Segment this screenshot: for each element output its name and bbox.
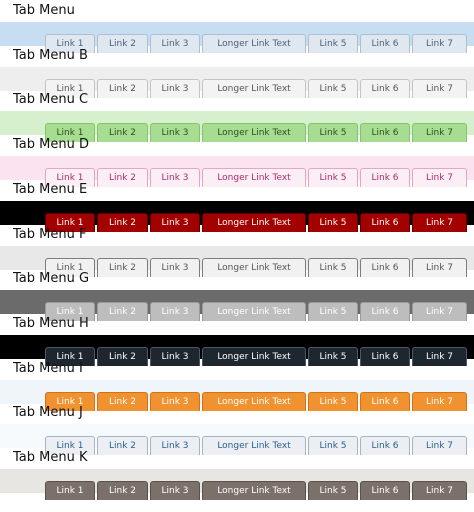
menu-title: Tab Menu D [13,137,89,153]
tab-link-7[interactable]: Link 7 [412,34,467,53]
tab-link-7[interactable]: Link 7 [412,168,467,187]
tab-link-6[interactable]: Link 6 [360,168,410,187]
tab-link-1[interactable]: Link 1 [45,481,95,500]
tab-link-4[interactable]: Longer Link Text [202,481,306,500]
tab-link-7[interactable]: Link 7 [412,258,467,277]
tab-link-3[interactable]: Link 3 [150,392,200,411]
tab-link-5[interactable]: Link 5 [308,258,358,277]
tab-link-6[interactable]: Link 6 [360,347,410,366]
tab-menu-1 [0,0,474,49]
tab-link-3[interactable]: Link 3 [150,258,200,277]
tab-link-5[interactable]: Link 5 [308,392,358,411]
tab-menu-8 [0,313,474,362]
tab-link-1[interactable]: Link 1 [45,34,95,53]
tab-menu-7 [0,268,474,318]
tab-link-3[interactable]: Link 3 [150,302,200,321]
tab-link-4[interactable]: Longer Link Text [202,258,306,277]
tab-link-2[interactable]: Link 2 [97,213,148,232]
tab-link-1[interactable]: Link 1 [45,213,95,232]
menu-title: Tab Menu E [13,181,88,197]
tab-link-7[interactable]: Link 7 [412,481,467,500]
tab-link-6[interactable]: Link 6 [360,392,410,411]
tab-link-6[interactable]: Link 6 [360,213,410,232]
tab-link-7[interactable]: Link 7 [412,79,467,98]
tab-link-4[interactable]: Longer Link Text [202,34,306,53]
tab-link-4[interactable]: Longer Link Text [202,213,306,232]
menu-title: Tab Menu G [13,271,90,287]
tab-link-2[interactable]: Link 2 [97,123,148,142]
tab-link-7[interactable]: Link 7 [412,347,467,366]
menu-title: Tab Menu J [13,405,83,421]
tab-link-4[interactable]: Longer Link Text [202,436,306,455]
tab-link-4[interactable]: Longer Link Text [202,347,306,366]
tab-link-2[interactable]: Link 2 [97,481,148,500]
tab-link-5[interactable]: Link 5 [308,168,358,187]
tab-link-6[interactable]: Link 6 [360,79,410,98]
tab-link-4[interactable]: Longer Link Text [202,302,306,321]
tab-link-5[interactable]: Link 5 [308,436,358,455]
tab-link-3[interactable]: Link 3 [150,168,200,187]
tab-link-6[interactable]: Link 6 [360,34,410,53]
tab-link-5[interactable]: Link 5 [308,79,358,98]
menu-title: Tab Menu B [13,47,88,63]
tab-link-1[interactable]: Link 1 [45,123,95,142]
tab-link-4[interactable]: Longer Link Text [202,168,306,187]
tab-link-2[interactable]: Link 2 [97,168,148,187]
tab-link-6[interactable]: Link 6 [360,123,410,142]
menu-title: Tab Menu K [13,450,88,465]
tab-link-2[interactable]: Link 2 [97,347,148,366]
tab-link-3[interactable]: Link 3 [150,481,200,500]
tab-link-1[interactable]: Link 1 [45,347,95,366]
tab-link-5[interactable]: Link 5 [308,123,358,142]
tab-link-2[interactable]: Link 2 [97,392,148,411]
tab-link-5[interactable]: Link 5 [308,302,358,321]
tab-menu-11 [0,447,474,496]
tab-link-2[interactable]: Link 2 [97,34,148,53]
menu-title: Tab Menu [13,3,75,18]
menu-title: Tab Menu F [13,226,87,242]
tab-menu-2 [0,45,474,94]
tab-link-5[interactable]: Link 5 [308,213,358,232]
tab-link-6[interactable]: Link 6 [360,436,410,455]
tab-link-3[interactable]: Link 3 [150,436,200,455]
tab-link-2[interactable]: Link 2 [97,436,148,455]
tab-link-1[interactable]: Link 1 [45,392,95,411]
tab-menu-5 [0,179,474,228]
tab-link-5[interactable]: Link 5 [308,481,358,500]
tab-link-5[interactable]: Link 5 [308,34,358,53]
tab-link-7[interactable]: Link 7 [412,123,467,142]
tab-link-7[interactable]: Link 7 [412,436,467,455]
tab-menu-4 [0,134,474,184]
tab-link-7[interactable]: Link 7 [412,213,467,232]
tab-link-3[interactable]: Link 3 [150,123,200,142]
tab-link-3[interactable]: Link 3 [150,79,200,98]
tab-link-4[interactable]: Longer Link Text [202,123,306,142]
tab-link-3[interactable]: Link 3 [150,213,200,232]
tab-link-1[interactable]: Link 1 [45,258,95,277]
tab-link-4[interactable]: Longer Link Text [202,79,306,98]
menu-title: Tab Menu H [13,315,89,331]
tab-link-7[interactable]: Link 7 [412,302,467,321]
tab-link-6[interactable]: Link 6 [360,258,410,277]
tab-menu-9 [0,358,474,407]
tab-strip [45,481,467,500]
tab-link-6[interactable]: Link 6 [360,302,410,321]
tab-link-1[interactable]: Link 1 [45,79,95,98]
tab-menu-6 [0,224,474,273]
tab-link-1[interactable]: Link 1 [45,436,95,455]
tab-link-2[interactable]: Link 2 [97,79,148,98]
tab-link-5[interactable]: Link 5 [308,347,358,366]
tab-link-3[interactable]: Link 3 [150,34,200,53]
tab-menu-3 [0,89,474,139]
menu-title: Tab Menu I [13,360,83,376]
tab-menu-10 [0,402,474,452]
tab-link-1[interactable]: Link 1 [45,302,95,321]
tab-link-2[interactable]: Link 2 [97,302,148,321]
tab-link-4[interactable]: Longer Link Text [202,392,306,411]
tab-link-6[interactable]: Link 6 [360,481,410,500]
tab-link-3[interactable]: Link 3 [150,347,200,366]
tab-link-7[interactable]: Link 7 [412,392,467,411]
tab-link-2[interactable]: Link 2 [97,258,148,277]
tab-link-1[interactable]: Link 1 [45,168,95,187]
menu-title: Tab Menu C [13,92,89,108]
